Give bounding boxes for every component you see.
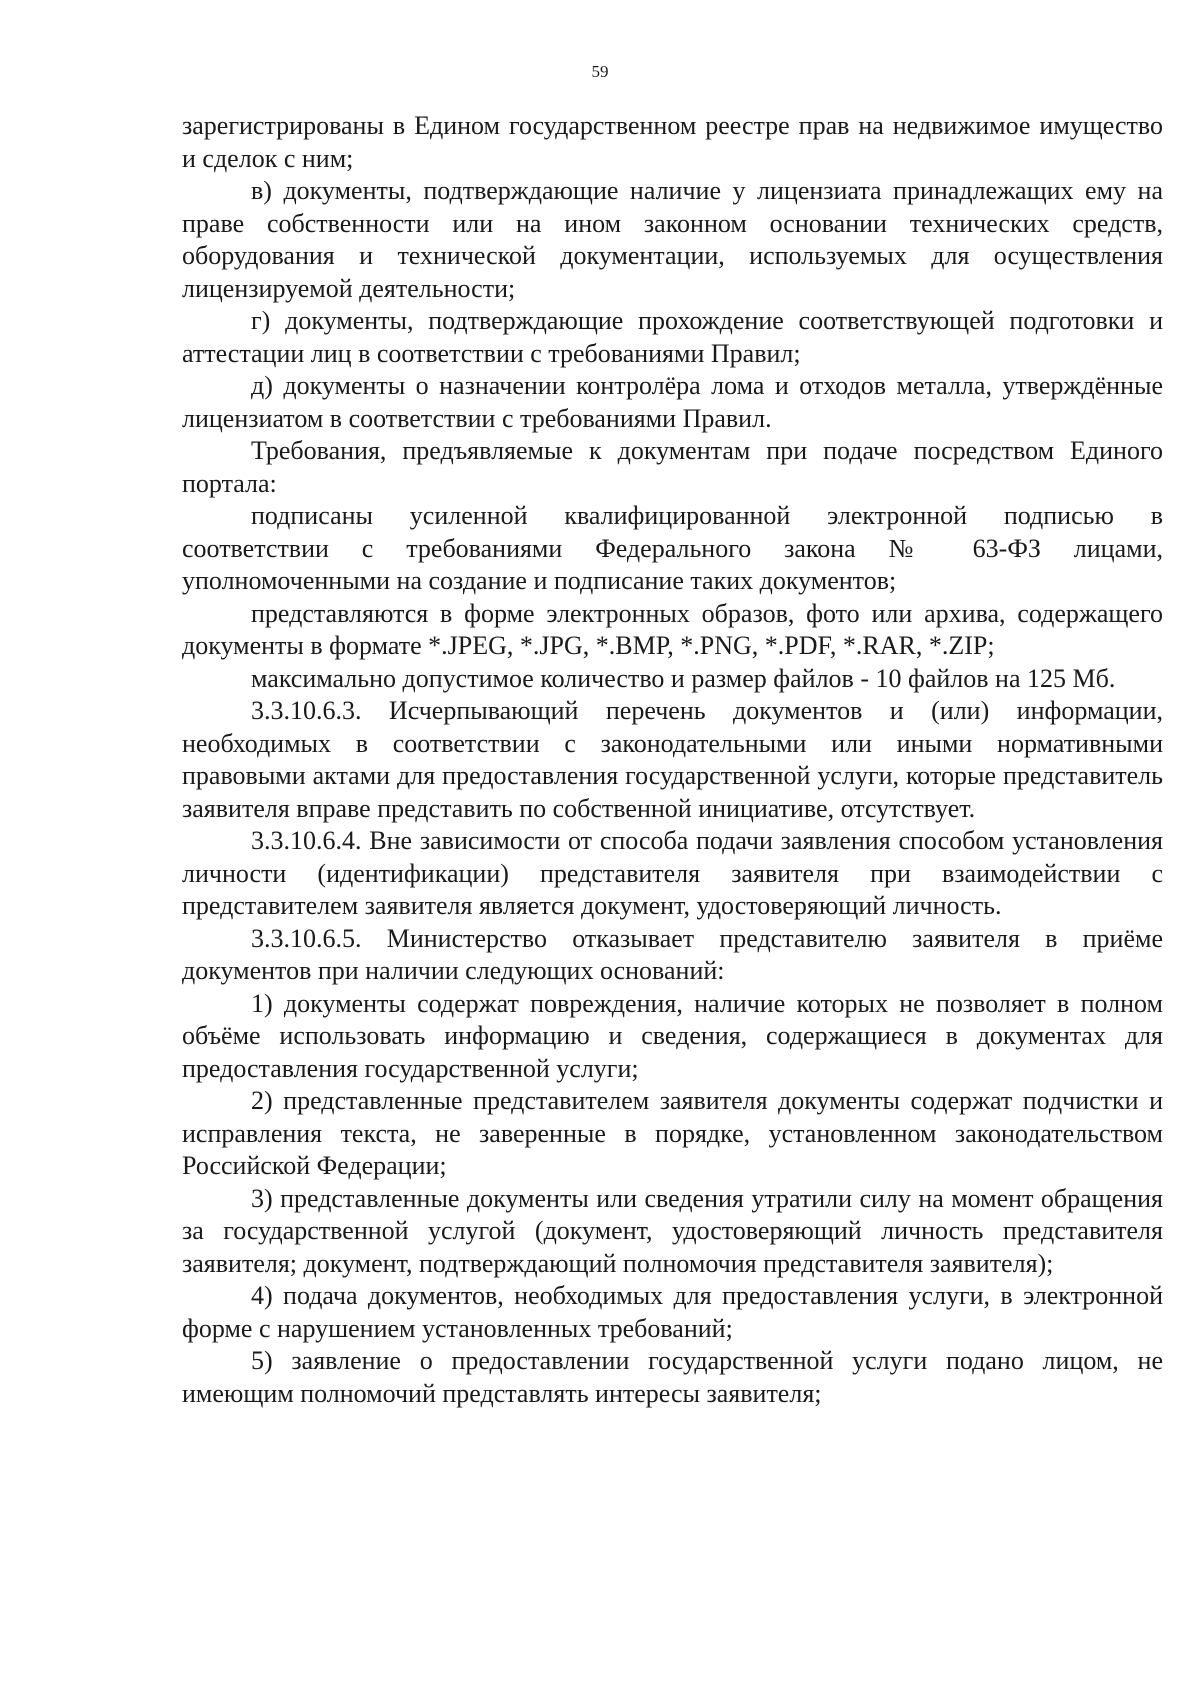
paragraph-requirement-signature: подписаны усиленной квалифицированной электронной подписью в соответствии с требованиями Федерального закона № 63-ФЗ лицами, уполномоченными на создание и подписание таких документов; (182, 501, 1163, 595)
paragraph-ground-1: 1) документы содержат повреждения, наличие которых не позволяет в полном объёме использовать информацию и сведения, содержащиеся в документах для предоставления государственной услуги; (182, 988, 1163, 1083)
paragraph-item-g: г) документы, подтверждающие прохождение соответствующей подготовки и аттестации лиц в соответствии с требованиями Правил; (182, 306, 1163, 368)
paragraph-ground-3: 3) представленные документы или сведения утратили силу на момент обращения за государственной услугой (документ, удостоверяющий личность представителя заявителя; документ, подтверждающий полномочия представителя заявителя); (182, 1183, 1163, 1278)
paragraph-item-d: д) документы о назначении контролёра лома и отходов металла, утверждённые лицензиатом в соответствии с требованиями Правил. (182, 371, 1163, 433)
paragraph-section-3-3-10-6-4: 3.3.10.6.4. Вне зависимости от способа подачи заявления способом установления личности (идентификации) представителя заявителя при взаимодействии с представителем заявителя является документ, удостоверяющий личность. (182, 826, 1163, 920)
paragraph-section-3-3-10-6-5: 3.3.10.6.5. Министерство отказывает представителю заявителя в приёме документов при наличии следующих оснований: (182, 923, 1163, 985)
paragraph-requirements-heading: Требования, предъявляемые к документам при подаче посредством Единого портала: (182, 436, 1163, 498)
page-number: 59 (591, 62, 609, 81)
paragraph-requirement-format: представляются в форме электронных образов, фото или архива, содержащего документы в формате *.JPEG, *.JPG, *.BMP, *.PNG, *.PDF, *.RAR, *.ZIP; (182, 598, 1163, 660)
paragraph-ground-5: 5) заявление о предоставлении государственной услуги подано лицом, не имеющим полномочий представлять интересы заявителя; (182, 1346, 1163, 1408)
paragraph-requirement-size: максимально допустимое количество и размер файлов - 10 файлов на 125 Мб. (251, 663, 1116, 693)
document-body (182, 110, 1163, 1410)
paragraph-ground-2: 2) представленные представителем заявителя документы содержат подчистки и исправления текста, не заверенные в порядке, установленном законодательством Российской Федерации; (182, 1086, 1163, 1180)
paragraph-item-v: в) документы, подтверждающие наличие у лицензиата принадлежащих ему на праве собственности или на ином законном основании технических средств, оборудования и технической документации, используемых для осуществления лицензируемой деятельности; (182, 176, 1163, 303)
paragraph-ground-4: 4) подача документов, необходимых для предоставления услуги, в электронной форме с нарушением установленных требований; (182, 1281, 1163, 1343)
paragraph-continuation: зарегистрированы в Едином государственном реестре прав на недвижимое имущество и сделок с ним; (182, 111, 1163, 173)
paragraph-section-3-3-10-6-3: 3.3.10.6.3. Исчерпывающий перечень документов и (или) информации, необходимых в соответствии с законодательными или иными нормативными правовыми актами для предоставления государственной услуги, которые представитель заявителя вправе представить по собственной инициативе, отсутствует. (182, 696, 1163, 823)
